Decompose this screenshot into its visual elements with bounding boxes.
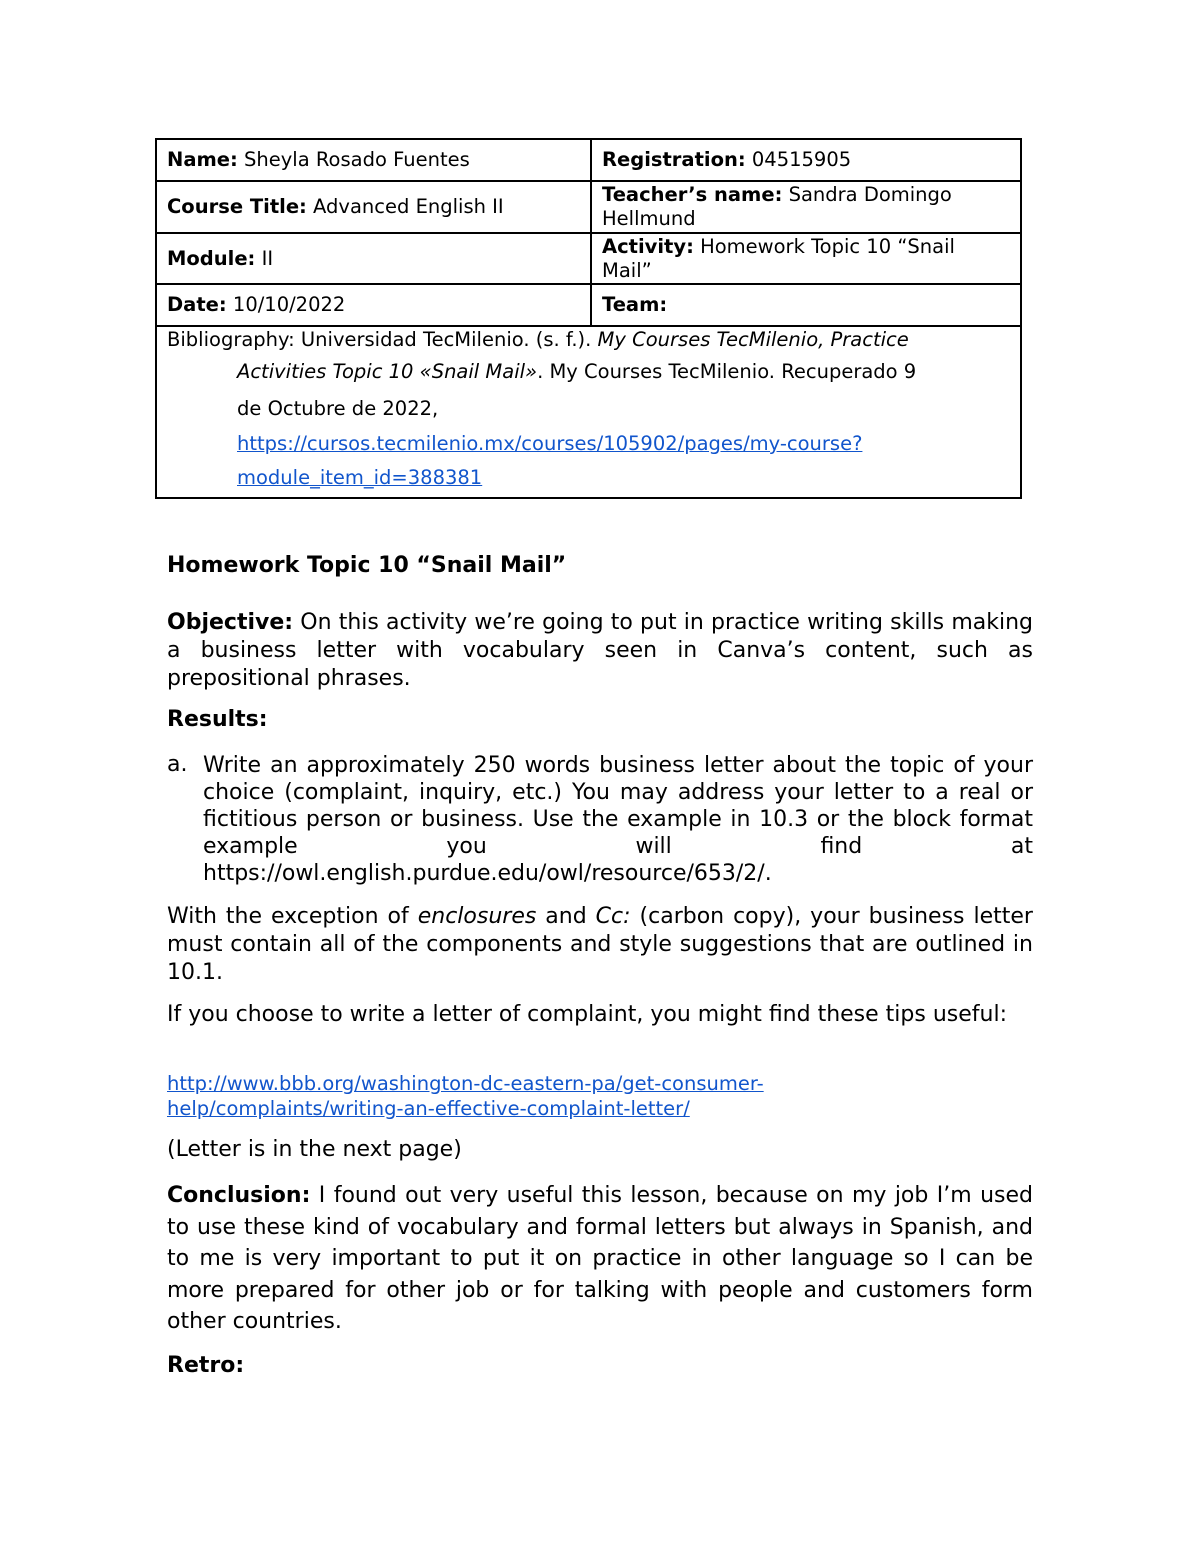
course-label: Course Title: bbox=[167, 195, 307, 218]
objective-label: Objective: bbox=[167, 610, 294, 635]
retro-heading: Retro: bbox=[167, 1353, 245, 1378]
header-table bbox=[155, 138, 1022, 499]
exception-italic-2: Cc: bbox=[595, 904, 631, 929]
bbb-link-2[interactable]: help/complaints/writing-an-effective-complaint-letter/ bbox=[167, 1097, 690, 1120]
team-label: Team: bbox=[602, 293, 668, 316]
results-heading: Results: bbox=[167, 707, 268, 732]
bibliography-url-link-2[interactable]: module_item_id=388381 bbox=[237, 466, 483, 489]
name-cell bbox=[156, 139, 591, 181]
teacher-cell bbox=[591, 181, 1021, 233]
list-item-text-main: Write an approximately 250 words business letter about the topic of your choice (complaint, inquiry, etc.) You may address your letter to a real or fictitious person or business. Use the example in 10.3 or the block format example you will find at bbox=[203, 753, 1033, 859]
exception-italic-1: enclosures bbox=[417, 904, 537, 929]
exception-text-1: With the exception of bbox=[167, 904, 418, 929]
complaint-tips-paragraph: If you choose to write a letter of complaint, you might find these tips useful: bbox=[167, 1002, 1007, 1027]
next-page-note: (Letter is in the next page) bbox=[167, 1137, 462, 1162]
bibliography-italic-2: Activities Topic 10 «Snail Mail» bbox=[237, 360, 538, 383]
list-item-text bbox=[203, 752, 1033, 887]
bibliography-prefix: Bibliography: Universidad TecMilenio. (s. f.). bbox=[167, 328, 598, 351]
exception-paragraph bbox=[167, 903, 1033, 987]
date-cell bbox=[156, 284, 591, 326]
bibliography-italic-1: My Courses TecMilenio, Practice bbox=[597, 328, 909, 351]
teacher-label: Teacher’s name: bbox=[602, 183, 783, 206]
page-title: Homework Topic 10 “Snail Mail” bbox=[167, 553, 567, 578]
list-marker: a. bbox=[167, 752, 188, 777]
bbb-link-block bbox=[167, 1071, 1033, 1121]
module-cell bbox=[156, 233, 591, 284]
bibliography-date: de Octubre de 2022, bbox=[237, 397, 439, 420]
activity-label: Activity: bbox=[602, 234, 694, 258]
purdue-url: https://owl.english.purdue.edu/owl/resource/653/2/. bbox=[203, 861, 772, 886]
bibliography-line-1 bbox=[167, 327, 1010, 353]
objective-paragraph bbox=[167, 609, 1033, 693]
activity-value: Homework Topic 10 “Snail Mail” bbox=[602, 234, 955, 282]
teacher-value: Sandra Domingo Hellmund bbox=[602, 183, 952, 230]
course-value: Advanced English II bbox=[313, 195, 504, 218]
exception-text-3: (carbon copy), your business letter must contain all of the components and style suggestions that are outlined in 10.1. bbox=[167, 904, 1033, 985]
bibliography-line-2 bbox=[167, 353, 1010, 390]
bibliography-cell bbox=[156, 326, 1021, 498]
module-label: Module: bbox=[167, 246, 256, 270]
registration-cell bbox=[591, 139, 1021, 181]
date-value: 10/10/2022 bbox=[232, 293, 346, 316]
conclusion-text: I found out very useful this lesson, because on my job I’m used to use these kind of vocabulary and formal letters but always in Spanish, and to me is very important to put it on practice in other language so I can be more prepared for other job or for talking with people and customers form other countries. bbox=[167, 1183, 1033, 1334]
name-label: Name: bbox=[167, 148, 238, 171]
bibliography-line-3 bbox=[167, 390, 1010, 427]
conclusion-paragraph bbox=[167, 1180, 1033, 1338]
results-list bbox=[167, 752, 1033, 887]
conclusion-label: Conclusion: bbox=[167, 1183, 311, 1208]
activity-cell bbox=[591, 233, 1021, 284]
module-value: II bbox=[261, 246, 274, 270]
exception-text-2: and bbox=[536, 904, 596, 929]
bibliography-after-italic: . My Courses TecMilenio. Recuperado 9 bbox=[537, 360, 917, 383]
registration-label: Registration: bbox=[602, 148, 746, 171]
team-cell bbox=[591, 284, 1021, 326]
list-item bbox=[167, 752, 1033, 887]
objective-text: On this activity we’re going to put in practice writing skills making a business letter with vocabulary seen in Canva’s content, such as prepositional phrases. bbox=[167, 610, 1033, 691]
registration-value: 04515905 bbox=[751, 148, 852, 171]
date-label: Date: bbox=[167, 293, 227, 316]
bibliography-line-4 bbox=[167, 427, 1010, 461]
bibliography-url-link-1[interactable]: https://cursos.tecmilenio.mx/courses/105902/pages/my-course? bbox=[237, 432, 863, 455]
bbb-link-1[interactable]: http://www.bbb.org/washington-dc-eastern-pa/get-consumer- bbox=[167, 1072, 764, 1095]
course-cell bbox=[156, 181, 591, 233]
bibliography-line-5 bbox=[167, 461, 1010, 495]
name-value: Sheyla Rosado Fuentes bbox=[244, 148, 470, 171]
